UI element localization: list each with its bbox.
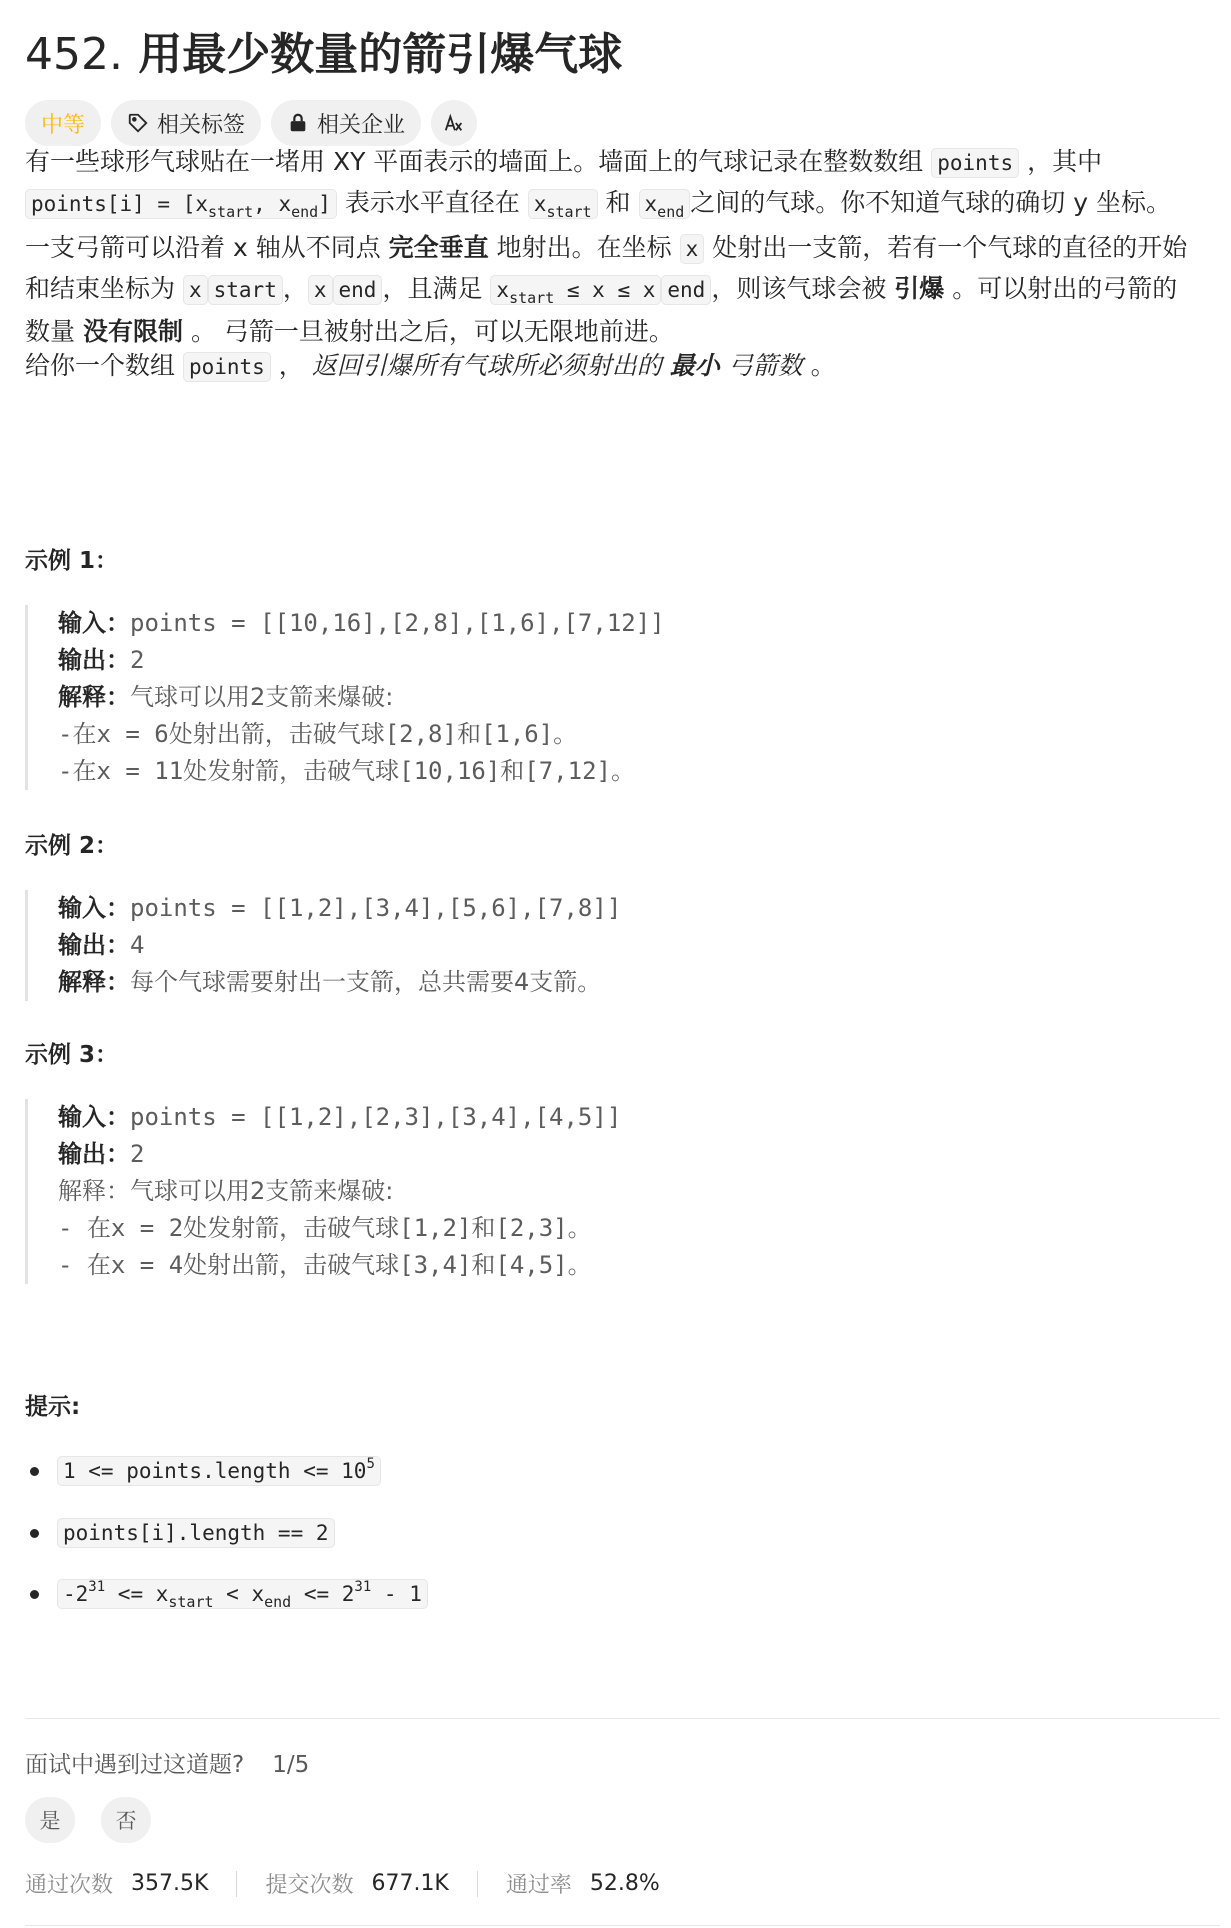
subscript: end xyxy=(264,1593,292,1611)
code-text: x xyxy=(533,192,547,216)
hint-item-1 xyxy=(25,1456,381,1486)
problem-title: 用最少数量的箭引爆气球 xyxy=(138,29,623,80)
example-3-title: 示例 3： xyxy=(25,1042,119,1068)
explain-line: - 在x = 4处射出箭，击破气球[3,4]和[4,5]。 xyxy=(58,1251,592,1279)
italic-text: 弓箭数 xyxy=(727,351,803,380)
example-3-block xyxy=(25,1099,1231,1284)
input-label: 输入： xyxy=(58,894,130,922)
example-2-block xyxy=(25,890,1231,1001)
output-value: 4 xyxy=(130,931,145,959)
explain-label: 解释： xyxy=(58,968,130,996)
inline-code xyxy=(639,189,691,219)
explain-line: - 在x = 2处发射箭，击破气球[1,2]和[2,3]。 xyxy=(58,1214,592,1242)
code-text: < x xyxy=(213,1582,265,1606)
inline-code: x xyxy=(308,275,333,305)
input-value: points = [[1,2],[3,4],[5,6],[7,8]] xyxy=(130,894,622,922)
text: 。 弓箭一旦被射出之后，可以无限地前进。 xyxy=(190,317,674,346)
text: ， xyxy=(282,274,308,303)
hint-code xyxy=(57,1579,428,1609)
inline-code xyxy=(25,189,337,219)
hint-code: points[i].length == 2 xyxy=(57,1518,335,1548)
description-paragraph-2 xyxy=(25,228,1225,352)
accepted-label: 通过次数 xyxy=(25,1873,114,1898)
rate-label: 通过率 xyxy=(505,1873,572,1898)
output-value: 2 xyxy=(130,646,145,674)
explain-line: -在x = 6处射出箭，击破气球[2,8]和[1,6]。 xyxy=(58,720,578,748)
inline-code: x xyxy=(183,275,208,305)
example-1-block xyxy=(25,605,1231,790)
bold-italic-text: 最小 xyxy=(669,351,720,380)
input-value: points = [[1,2],[2,3],[3,4],[4,5]] xyxy=(130,1103,622,1131)
input-label: 输入： xyxy=(58,1103,130,1131)
stats-row xyxy=(25,1868,660,1899)
inline-code: end xyxy=(333,275,383,305)
explain-text: 解释：气球可以用2支箭来爆破: xyxy=(58,1177,394,1205)
bold-text: 完全垂直 xyxy=(388,233,489,262)
problem-number: 452. xyxy=(25,29,123,80)
submissions-value: 677.1K xyxy=(371,1871,449,1896)
no-button[interactable]: 否 xyxy=(101,1797,151,1843)
inline-code: start xyxy=(208,275,283,305)
inline-code xyxy=(490,275,661,305)
text: ，且满足 xyxy=(382,274,483,303)
translate-icon xyxy=(443,112,465,134)
subscript: start xyxy=(546,203,592,221)
bullet xyxy=(30,1529,39,1538)
text: 。可以射出的弓箭的 xyxy=(952,274,1178,303)
topics-tag-label: 相关标签 xyxy=(157,112,246,138)
inline-code: points xyxy=(183,352,271,382)
interview-question xyxy=(25,1746,309,1779)
hint-item-3 xyxy=(25,1579,428,1609)
superscript: 31 xyxy=(88,1579,106,1595)
input-label: 输入： xyxy=(58,609,130,637)
code-text: -2 xyxy=(63,1582,89,1606)
hints-title: 提示: xyxy=(25,1394,81,1420)
yes-button[interactable]: 是 xyxy=(25,1797,75,1843)
accepted-value: 357.5K xyxy=(131,1871,209,1896)
section-divider xyxy=(25,1718,1220,1719)
stats-separator xyxy=(236,1871,237,1897)
stats-separator xyxy=(477,1871,478,1897)
italic-text: 返回引爆所有气球所必须射出的 xyxy=(311,351,662,380)
bullet xyxy=(30,1467,39,1476)
submissions-label: 提交次数 xyxy=(265,1873,354,1898)
companies-tag-button[interactable] xyxy=(271,100,421,146)
hint-item-2 xyxy=(25,1518,335,1548)
rate-value: 52.8% xyxy=(589,1871,660,1896)
text: 处射出一支箭，若有一个气球的直径的开始 xyxy=(712,233,1188,262)
explain-label: 解释： xyxy=(58,683,130,711)
lock-icon xyxy=(287,112,309,134)
inline-code: points xyxy=(931,148,1019,178)
difficulty-badge: 中等 xyxy=(25,100,101,146)
hint-code xyxy=(57,1456,381,1486)
text: ，则该气球会被 xyxy=(711,274,887,303)
input-value: points = [[10,16],[2,8],[1,6],[7,12]] xyxy=(130,609,665,637)
superscript: 31 xyxy=(354,1579,372,1595)
code-text: x xyxy=(644,192,658,216)
text: 一支弓箭可以沿着 x 轴从不同点 xyxy=(25,233,381,262)
code-text: 1 <= points.length <= 10 xyxy=(63,1459,367,1483)
code-text: <= 2 xyxy=(291,1582,355,1606)
topics-tag-button[interactable] xyxy=(111,100,261,146)
code-text: ] xyxy=(318,192,331,216)
tag-icon xyxy=(127,112,149,134)
description-paragraph-1 xyxy=(25,142,1225,226)
superscript: 5 xyxy=(366,1456,375,1472)
bold-text: 没有限制 xyxy=(82,317,183,346)
inline-code: x xyxy=(680,234,705,264)
subscript: end xyxy=(657,203,685,221)
text: 有一些球形气球贴在一堵用 XY 平面表示的墙面上。墙面上的气球记录在整数数组 xyxy=(25,147,924,176)
bullet xyxy=(30,1590,39,1599)
text: 给你一个数组 xyxy=(25,351,176,380)
code-text: <= x xyxy=(105,1582,169,1606)
code-text: , x xyxy=(253,192,292,216)
inline-code: end xyxy=(661,275,711,305)
text: 。 xyxy=(810,351,836,380)
code-text: points[i] = [x xyxy=(31,192,209,216)
subscript: start xyxy=(208,203,254,221)
translate-button[interactable] xyxy=(431,100,477,146)
code-text: ≤ x ≤ x xyxy=(554,278,656,302)
bold-text: 引爆 xyxy=(894,274,945,303)
example-2-title: 示例 2： xyxy=(25,833,119,859)
output-label: 输出： xyxy=(58,931,130,959)
subscript: end xyxy=(291,203,319,221)
output-label: 输出： xyxy=(58,1140,130,1168)
subscript: start xyxy=(168,1593,214,1611)
explain-text: 气球可以用2支箭来爆破: xyxy=(130,683,394,711)
interview-question-text: 面试中遇到过这道题? xyxy=(25,1752,245,1778)
example-1-title: 示例 1： xyxy=(25,548,119,574)
tag-row xyxy=(25,100,477,146)
description-paragraph-3 xyxy=(25,346,1225,387)
page-title xyxy=(25,18,622,82)
text: 表示水平直径在 xyxy=(344,188,520,217)
code-text: x xyxy=(496,278,510,302)
output-label: 输出： xyxy=(58,646,130,674)
bottom-divider xyxy=(25,1925,1220,1926)
text: 和结束坐标为 xyxy=(25,274,176,303)
explain-line: -在x = 11处发射箭，击破气球[10,16]和[7,12]。 xyxy=(58,757,635,785)
text: 地射出。在坐标 xyxy=(496,233,672,262)
text: 之间的气球。你不知道气球的确切 y 坐标。 xyxy=(690,188,1171,217)
subscript: start xyxy=(509,289,555,307)
text: ，其中 xyxy=(1027,147,1103,176)
text: ， xyxy=(278,351,304,380)
interview-count: 1/5 xyxy=(272,1752,310,1778)
companies-tag-label: 相关企业 xyxy=(317,112,406,138)
text: 和 xyxy=(605,188,631,217)
text: 数量 xyxy=(25,317,76,346)
inline-code xyxy=(528,189,598,219)
explain-text: 每个气球需要射出一支箭，总共需要4支箭。 xyxy=(130,968,602,996)
code-text: - 1 xyxy=(371,1582,422,1606)
output-value: 2 xyxy=(130,1140,145,1168)
